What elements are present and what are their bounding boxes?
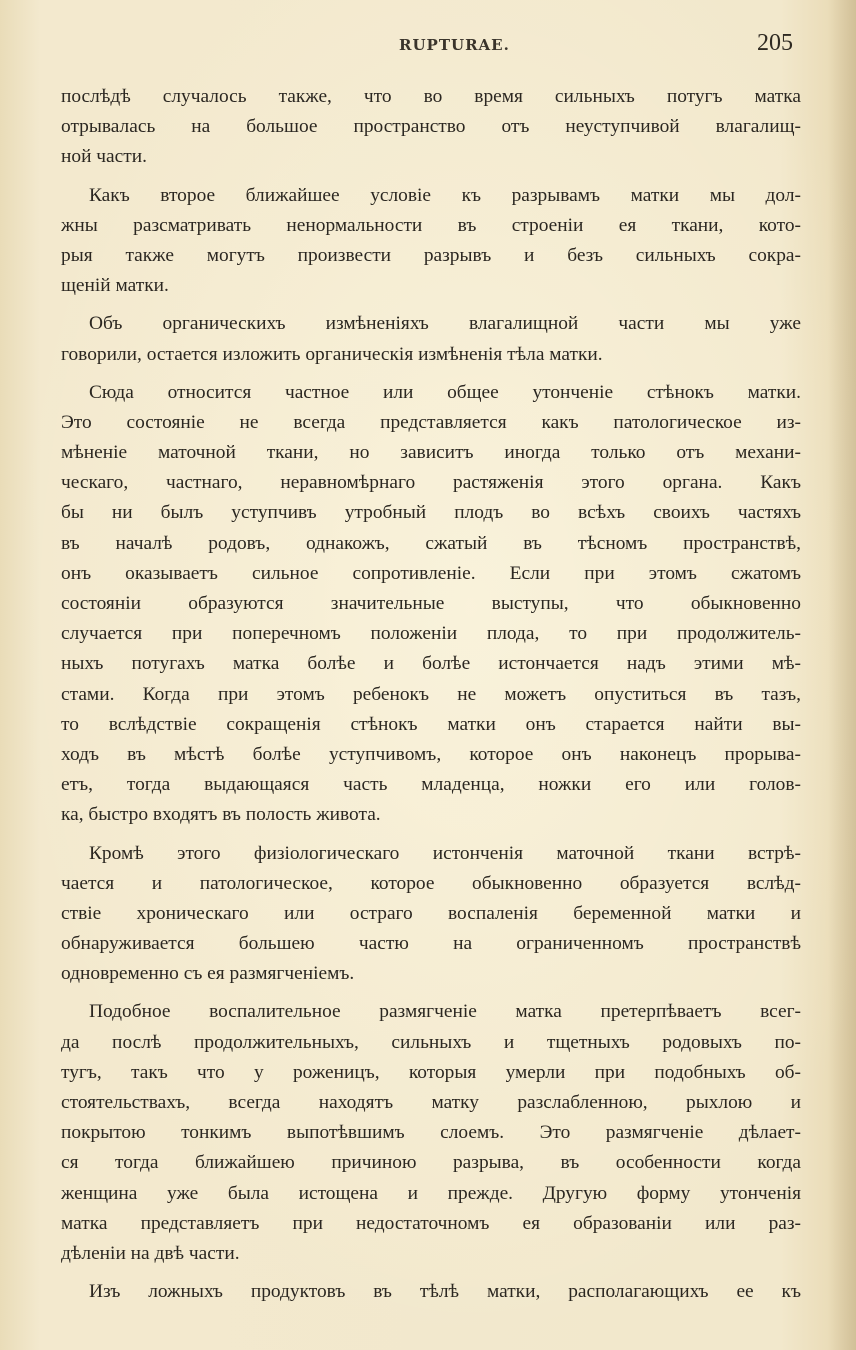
text-line: тугъ, такъ что у роженицъ, которыя умерли при подобныхъ об-: [61, 1061, 801, 1083]
text-line: ка, быстро входятъ въ полость живота.: [61, 804, 381, 826]
text-line: чается и патологическое, которое обыкновенно образуется вслѣд-: [61, 872, 801, 894]
text-line: ной части.: [61, 146, 147, 168]
text-line: жны разсматривать ненормальности въ строеніи ея ткани, кото-: [61, 214, 801, 236]
text-line: стами. Когда при этомъ ребенокъ не можетъ опуститься въ тазъ,: [61, 683, 801, 705]
running-head: [0, 30, 856, 58]
text-line: то вслѣдствіе сокращенія стѣнокъ матки онъ старается найти вы-: [61, 713, 801, 735]
text-line: говорили, остается изложить органическія измѣненія тѣла матки.: [61, 343, 603, 365]
text-line: ныхъ потугахъ матка болѣе и болѣе истончается надъ этими мѣ-: [61, 653, 801, 675]
text-line: ческаго, частнаго, неравномѣрнаго растяженія этого органа. Какъ: [61, 472, 801, 494]
text-line: женщина уже была истощена и прежде. Другую форму утонченія: [61, 1182, 801, 1204]
text-line: Подобное воспалительное размягченіе матка претерпѣваетъ всег-: [89, 1001, 801, 1023]
text-line: матка представляетъ при недостаточномъ ея образованіи или раз-: [61, 1212, 801, 1234]
text-line: да послѣ продолжительныхъ, сильныхъ и тщетныхъ родовыхъ по-: [61, 1031, 801, 1053]
text-line: покрытою тонкимъ выпотѣвшимъ слоемъ. Это размягченіе дѣлает-: [61, 1122, 801, 1144]
text-line: въ началѣ родовъ, однакожъ, сжатый въ тѣсномъ пространствѣ,: [61, 532, 801, 554]
text-line: дѣленіи на двѣ части.: [61, 1242, 240, 1264]
text-line: Это состояніе не всегда представляется какъ патологическое из-: [61, 411, 801, 433]
paragraph: [61, 839, 801, 990]
text-line: Сюда относится частное или общее утонченіе стѣнокъ матки.: [89, 381, 801, 403]
text-line: етъ, тогда выдающаяся часть младенца, ножки его или голов-: [61, 774, 801, 796]
body-text: [61, 82, 801, 1315]
text-line: отрывалась на большое пространство отъ неуступчивой влагалищ-: [61, 116, 801, 138]
text-line: Объ органическихъ измѣненіяхъ влагалищной части мы уже: [89, 313, 801, 335]
text-line: ся тогда ближайшею причиною разрыва, въ особенности когда: [61, 1152, 801, 1174]
text-line: стоятельствахъ, всегда находятъ матку разслабленною, рыхлою и: [61, 1092, 801, 1113]
text-line: Кромѣ этого физіологическаго истонченія маточной ткани встрѣ-: [89, 842, 801, 864]
text-line: Изъ ложныхъ продуктовъ въ тѣлѣ матки, располагающихъ ее къ: [89, 1281, 801, 1303]
text-line: обнаруживается большею частю на ограниченномъ пространствѣ: [61, 933, 801, 955]
page-number: 205: [757, 30, 793, 56]
text-line: рыя также могутъ произвести разрывъ и безъ сильныхъ сокра-: [61, 244, 801, 266]
text-line: одновременно съ ея размягченіемъ.: [61, 963, 355, 985]
paragraph: [61, 309, 801, 369]
text-line: щеній матки.: [61, 275, 169, 297]
text-line: ствіе хроническаго или остраго воспаленія беременной матки и: [61, 902, 801, 924]
paragraph: [61, 997, 801, 1269]
text-line: случается при поперечномъ положеніи плода, то при продолжитель-: [61, 623, 801, 645]
text-line: состояніи образуются значительные выступы, что обыкновенно: [61, 593, 801, 614]
text-line: онъ оказываетъ сильное сопротивленіе. Если при этомъ сжатомъ: [61, 562, 801, 584]
paragraph: [61, 82, 801, 173]
paragraph: [61, 181, 801, 302]
page-edge-shadow: [828, 0, 856, 1350]
text-line: послѣдѣ случалось также, что во время сильныхъ потугъ матка: [61, 86, 801, 107]
text-line: бы ни былъ уступчивъ утробный плодъ во всѣхъ своихъ частяхъ: [61, 502, 801, 524]
text-line: ходъ въ мѣстѣ болѣе уступчивомъ, которое онъ наконецъ прорыва-: [61, 743, 801, 765]
paragraph: [61, 1277, 801, 1307]
text-line: мѣненіе маточной ткани, но зависитъ иногда только отъ механи-: [61, 442, 801, 464]
text-line: Какъ второе ближайшее условіе къ разрывамъ матки мы дол-: [89, 184, 801, 206]
running-title: RUPTURAE.: [399, 36, 510, 54]
paragraph: [61, 378, 801, 831]
